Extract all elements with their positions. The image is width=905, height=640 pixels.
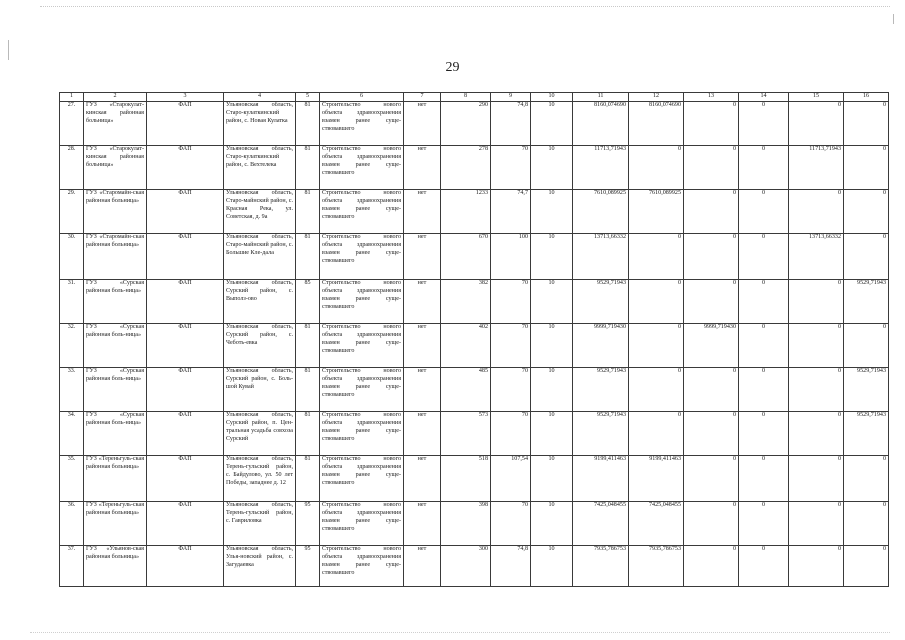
address-cell: Ульяновская область, Улья-новский район, с. Загудаевка [224,545,296,586]
code-cell: 81 [296,189,320,233]
flag-cell: нет [404,323,441,367]
work-description-cell: Строительство нового объекта здравоохранения взамен ранее суще-ствовавшего [320,145,404,189]
organization-cell: ГУЗ «Старокулат-кинская районная больница» [84,101,147,145]
amount-cell: 0 [629,367,684,411]
table-row [60,323,889,367]
amount-cell: 9529,71943 [844,367,889,411]
address-cell: Ульяновская область, Сурский район, п. Цен-тральная усадьба совхоза Сурский [224,411,296,455]
column-number-header: 14 [739,93,789,102]
amount-cell: 0 [629,411,684,455]
scan-top-edge [40,6,890,8]
work-description-cell: Строительство нового объекта здравоохранения взамен ранее суще-ствовавшего [320,323,404,367]
value-cell: 10 [531,145,573,189]
row-number-cell: 37. [60,545,84,586]
amount-cell: 0 [844,455,889,501]
flag-cell: нет [404,501,441,545]
amount-cell: 0 [844,545,889,586]
amount-cell: 0 [789,455,844,501]
area-cell: 74,8 [491,101,531,145]
row-number-cell: 27. [60,101,84,145]
amount-cell: 0 [739,455,789,501]
facility-type-cell: ФАП [147,233,224,279]
flag-cell: нет [404,411,441,455]
amount-cell: 9529,71943 [844,411,889,455]
amount-cell: 9529,71943 [573,411,629,455]
amount-cell: 0 [789,279,844,323]
area-cell: 100 [491,233,531,279]
value-cell: 10 [531,367,573,411]
amount-cell: 0 [684,145,739,189]
address-cell: Ульяновская область, Терень-гульский район, с. Байдулово, ул. 50 лет Победы, западнее д. 12 [224,455,296,501]
facility-type-cell: ФАП [147,367,224,411]
flag-cell: нет [404,455,441,501]
scan-edge-mark [893,14,894,24]
value-cell: 382 [441,279,491,323]
amount-cell: 0 [789,411,844,455]
area-cell: 70 [491,145,531,189]
code-cell: 81 [296,411,320,455]
amount-cell: 0 [739,233,789,279]
amount-cell: 0 [844,233,889,279]
amount-cell: 0 [684,189,739,233]
address-cell: Ульяновская область, Сурский район, с. Боль-шой Кувай [224,367,296,411]
amount-cell: 7610,089925 [629,189,684,233]
amount-cell: 9529,71943 [573,279,629,323]
row-number-cell: 35. [60,455,84,501]
address-cell: Ульяновская область, Старо-кулаткинский район, с. Вехтелека [224,145,296,189]
row-number-cell: 31. [60,279,84,323]
work-description-cell: Строительство нового объекта здравоохранения взамен ранее суще-ствовавшего [320,279,404,323]
amount-cell: 0 [739,545,789,586]
row-number-cell: 32. [60,323,84,367]
amount-cell: 0 [629,145,684,189]
amount-cell: 0 [739,501,789,545]
table-row [60,501,889,545]
value-cell: 290 [441,101,491,145]
column-number-header: 12 [629,93,684,102]
facility-table [59,92,889,587]
column-number-header: 16 [844,93,889,102]
value-cell: 10 [531,411,573,455]
amount-cell: 0 [739,145,789,189]
amount-cell: 11713,71943 [573,145,629,189]
address-cell: Ульяновская область, Старо-кулаткинский район, с. Новая Кулатка [224,101,296,145]
area-cell: 70 [491,501,531,545]
amount-cell: 0 [844,145,889,189]
organization-cell: ГУЗ «Сурская районная боль-ница» [84,411,147,455]
area-cell: 107,54 [491,455,531,501]
amount-cell: 0 [739,411,789,455]
amount-cell: 0 [739,279,789,323]
column-number-header: 13 [684,93,739,102]
value-cell: 402 [441,323,491,367]
facility-type-cell: ФАП [147,279,224,323]
value-cell: 10 [531,233,573,279]
column-number-header: 2 [84,93,147,102]
page-number: 29 [445,60,460,75]
amount-cell: 0 [629,233,684,279]
organization-cell: ГУЗ «Ульянов-ская районная больница» [84,545,147,586]
code-cell: 81 [296,233,320,279]
organization-cell: ГУЗ «Сурская районная боль-ница» [84,367,147,411]
amount-cell: 0 [629,323,684,367]
flag-cell: нет [404,101,441,145]
value-cell: 670 [441,233,491,279]
work-description-cell: Строительство нового объекта здравоохранения взамен ранее суще-ствовавшего [320,101,404,145]
amount-cell: 7425,048455 [629,501,684,545]
code-cell: 81 [296,101,320,145]
flag-cell: нет [404,145,441,189]
organization-cell: ГУЗ «Тереньгуль-ская районная больница» [84,501,147,545]
value-cell: 573 [441,411,491,455]
scan-edge-mark [8,40,9,60]
column-number-header: 10 [531,93,573,102]
table-row [60,189,889,233]
value-cell: 278 [441,145,491,189]
code-cell: 85 [296,279,320,323]
address-cell: Ульяновская область, Старо-майнский район, с. Большие Кле-дала [224,233,296,279]
amount-cell: 0 [789,367,844,411]
amount-cell: 0 [789,501,844,545]
amount-cell: 7935,786753 [573,545,629,586]
code-cell: 81 [296,367,320,411]
value-cell: 10 [531,279,573,323]
amount-cell: 11713,71943 [789,145,844,189]
code-cell: 81 [296,455,320,501]
work-description-cell: Строительство нового объекта здравоохранения взамен ранее суще-ствовавшего [320,411,404,455]
table-row [60,455,889,501]
value-cell: 300 [441,545,491,586]
amount-cell: 7935,786753 [629,545,684,586]
value-cell: 10 [531,323,573,367]
area-cell: 74,8 [491,545,531,586]
organization-cell: ГУЗ «Старомайн-ская районная больница» [84,189,147,233]
amount-cell: 0 [684,233,739,279]
flag-cell: нет [404,233,441,279]
amount-cell: 9529,71943 [573,367,629,411]
amount-cell: 0 [684,367,739,411]
work-description-cell: Строительство нового объекта здравоохранения взамен ранее суще-ствовавшего [320,501,404,545]
amount-cell: 7610,089925 [573,189,629,233]
flag-cell: нет [404,367,441,411]
column-number-header: 1 [60,93,84,102]
area-cell: 74,7 [491,189,531,233]
row-number-cell: 33. [60,367,84,411]
area-cell: 70 [491,411,531,455]
facility-type-cell: ФАП [147,323,224,367]
organization-cell: ГУЗ «Старомайн-ская районная больница» [84,233,147,279]
value-cell: 10 [531,189,573,233]
amount-cell: 0 [684,455,739,501]
amount-cell: 0 [739,101,789,145]
code-cell: 95 [296,545,320,586]
facility-type-cell: ФАП [147,145,224,189]
amount-cell: 13713,66332 [789,233,844,279]
flag-cell: нет [404,279,441,323]
column-number-header: 8 [441,93,491,102]
scan-bottom-edge [30,632,890,634]
amount-cell: 9529,71943 [844,279,889,323]
column-number-header: 5 [296,93,320,102]
amount-cell: 0 [684,279,739,323]
work-description-cell: Строительство нового объекта здравоохранения взамен ранее суще-ствовавшего [320,367,404,411]
code-cell: 95 [296,501,320,545]
column-number-header: 4 [224,93,296,102]
value-cell: 10 [531,455,573,501]
organization-cell: ГУЗ «Старокулат-кинская районная больница» [84,145,147,189]
amount-cell: 9199,411463 [573,455,629,501]
amount-cell: 0 [739,367,789,411]
table-row [60,545,889,586]
row-number-cell: 30. [60,233,84,279]
amount-cell: 13713,66332 [573,233,629,279]
facility-type-cell: ФАП [147,455,224,501]
organization-cell: ГУЗ «Сурская районная боль-ница» [84,323,147,367]
table-row [60,279,889,323]
table-header-row [60,93,889,102]
amount-cell: 0 [844,189,889,233]
amount-cell: 0 [789,101,844,145]
address-cell: Ульяновская область, Сурский район, с. Выполз-ово [224,279,296,323]
amount-cell: 0 [739,189,789,233]
row-number-cell: 28. [60,145,84,189]
amount-cell: 0 [789,189,844,233]
code-cell: 81 [296,145,320,189]
address-cell: Ульяновская область, Терень-гульский район, с. Гавриловка [224,501,296,545]
amount-cell: 7425,048455 [573,501,629,545]
amount-cell: 0 [684,545,739,586]
amount-cell: 0 [629,279,684,323]
column-number-header: 11 [573,93,629,102]
amount-cell: 8160,074690 [629,101,684,145]
amount-cell: 0 [739,323,789,367]
area-cell: 70 [491,367,531,411]
work-description-cell: Строительство нового объекта здравоохранения взамен ранее суще-ствовавшего [320,233,404,279]
work-description-cell: Строительство нового объекта здравоохранения взамен ранее суще-ствовавшего [320,455,404,501]
value-cell: 1233 [441,189,491,233]
table-row [60,411,889,455]
amount-cell: 0 [844,501,889,545]
work-description-cell: Строительство нового объекта здравоохранения взамен ранее суще-ствовавшего [320,189,404,233]
facility-type-cell: ФАП [147,189,224,233]
value-cell: 10 [531,501,573,545]
row-number-cell: 29. [60,189,84,233]
organization-cell: ГУЗ «Тереньгуль-ская районная больница» [84,455,147,501]
row-number-cell: 34. [60,411,84,455]
value-cell: 518 [441,455,491,501]
flag-cell: нет [404,545,441,586]
amount-cell: 0 [684,501,739,545]
column-number-header: 7 [404,93,441,102]
table-row [60,145,889,189]
value-cell: 485 [441,367,491,411]
amount-cell: 9999,719430 [573,323,629,367]
flag-cell: нет [404,189,441,233]
address-cell: Ульяновская область, Старо-майнский район, с. Красная Река, ул. Советская, д. 9а [224,189,296,233]
amount-cell: 0 [684,101,739,145]
table-row [60,367,889,411]
facility-type-cell: ФАП [147,411,224,455]
facility-type-cell: ФАП [147,545,224,586]
amount-cell: 0 [844,101,889,145]
table-row [60,101,889,145]
column-number-header: 15 [789,93,844,102]
amount-cell: 0 [684,411,739,455]
amount-cell: 0 [789,323,844,367]
amount-cell: 9999,719430 [684,323,739,367]
work-description-cell: Строительство нового объекта здравоохранения взамен ранее суще-ствовавшего [320,545,404,586]
column-number-header: 3 [147,93,224,102]
value-cell: 10 [531,545,573,586]
address-cell: Ульяновская область, Сурский район, с. Чеботь-евка [224,323,296,367]
facility-type-cell: ФАП [147,501,224,545]
value-cell: 10 [531,101,573,145]
value-cell: 398 [441,501,491,545]
amount-cell: 0 [844,323,889,367]
column-number-header: 6 [320,93,404,102]
column-number-header: 9 [491,93,531,102]
amount-cell: 8160,074690 [573,101,629,145]
table-row [60,233,889,279]
area-cell: 70 [491,279,531,323]
code-cell: 81 [296,323,320,367]
amount-cell: 9199,411463 [629,455,684,501]
row-number-cell: 36. [60,501,84,545]
organization-cell: ГУЗ «Сурская районная боль-ница» [84,279,147,323]
amount-cell: 0 [789,545,844,586]
facility-type-cell: ФАП [147,101,224,145]
area-cell: 70 [491,323,531,367]
